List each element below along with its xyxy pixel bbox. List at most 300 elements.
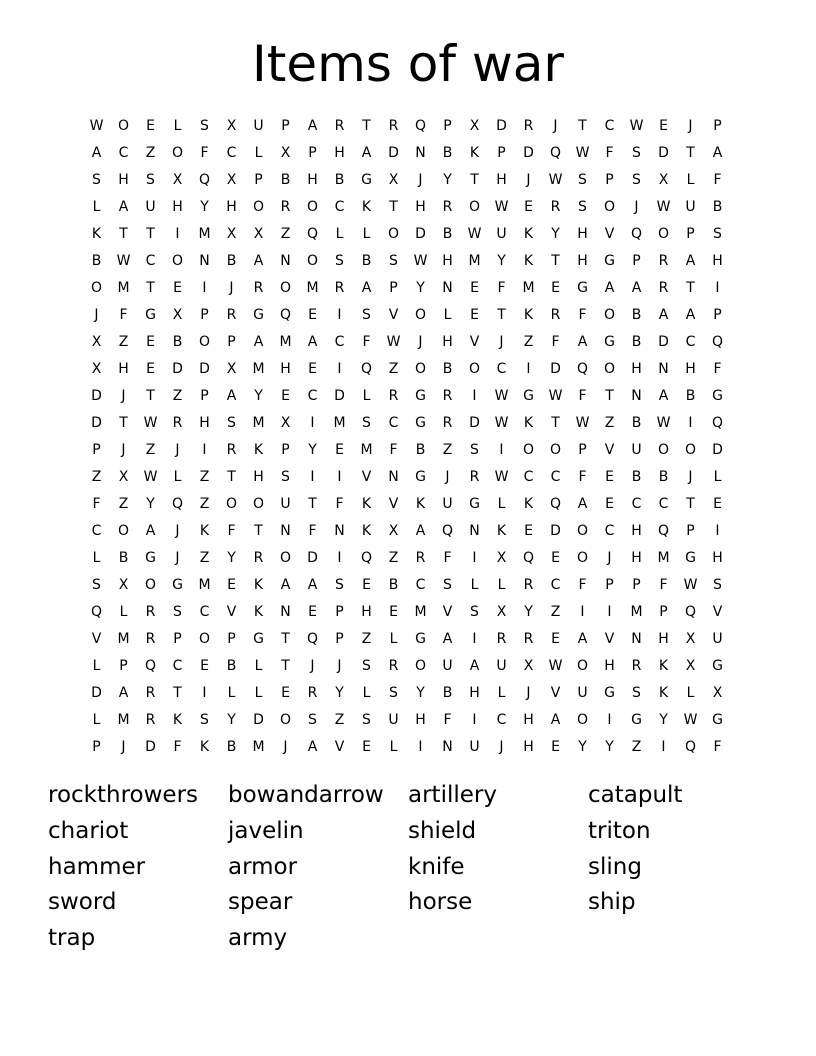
grid-letter: L: [713, 469, 722, 485]
word-list-item: spear: [228, 889, 293, 916]
grid-letter: D: [550, 523, 561, 539]
grid-letter: O: [603, 361, 616, 377]
grid-letter: R: [523, 631, 534, 647]
grid-letter: L: [92, 550, 101, 566]
grid-letter: U: [496, 226, 507, 242]
grid-letter: A: [253, 334, 264, 350]
grid-letter: E: [551, 631, 560, 647]
grid-letter: F: [578, 307, 587, 323]
grid-letter: G: [604, 334, 615, 350]
grid-row: [83, 680, 731, 707]
grid-letter: A: [442, 631, 453, 647]
grid-letter: S: [632, 172, 641, 188]
grid-letter: G: [415, 631, 426, 647]
grid-letter: W: [494, 199, 509, 215]
grid-letter: H: [442, 334, 453, 350]
grid-letter: P: [308, 145, 317, 161]
grid-letter: S: [362, 307, 371, 323]
grid-letter: X: [523, 658, 534, 674]
grid-letter: L: [497, 577, 506, 593]
grid-letter: O: [198, 334, 211, 350]
grid-letter: P: [254, 172, 263, 188]
grid-letter: B: [388, 577, 399, 593]
grid-letter: A: [280, 577, 291, 593]
grid-letter: D: [145, 739, 156, 755]
grid-letter: W: [494, 388, 509, 404]
grid-letter: J: [175, 550, 180, 566]
grid-letter: K: [91, 226, 102, 242]
grid-row: [83, 221, 731, 248]
grid-letter: P: [713, 118, 722, 134]
grid-letter: Y: [605, 739, 614, 755]
grid-letter: B: [712, 199, 723, 215]
grid-letter: K: [253, 604, 264, 620]
grid-letter: R: [442, 415, 453, 431]
grid-letter: B: [226, 253, 237, 269]
grid-letter: S: [335, 253, 344, 269]
grid-letter: O: [603, 199, 616, 215]
grid-letter: S: [362, 658, 371, 674]
grid-letter: S: [632, 685, 641, 701]
grid-letter: A: [658, 388, 669, 404]
grid-letter: O: [387, 226, 400, 242]
grid-letter: U: [280, 496, 291, 512]
grid-letter: M: [117, 280, 130, 296]
grid-letter: O: [225, 496, 238, 512]
grid-letter: T: [551, 253, 560, 269]
word-list-item: armor: [228, 853, 298, 880]
grid-letter: P: [227, 334, 236, 350]
grid-letter: R: [523, 118, 534, 134]
grid-letter: W: [548, 658, 563, 674]
grid-letter: Z: [334, 712, 345, 728]
grid-letter: S: [632, 145, 641, 161]
grid-row: [83, 383, 731, 410]
grid-letter: E: [551, 739, 560, 755]
grid-letter: P: [281, 118, 290, 134]
grid-letter: M: [360, 442, 373, 458]
grid-letter: Y: [551, 226, 560, 242]
grid-letter: O: [468, 199, 481, 215]
grid-letter: X: [496, 604, 507, 620]
grid-letter: X: [172, 307, 183, 323]
grid-letter: X: [226, 361, 237, 377]
grid-letter: D: [658, 334, 669, 350]
grid-letter: H: [415, 712, 426, 728]
grid-letter: B: [361, 253, 372, 269]
grid-letter: Z: [118, 334, 129, 350]
grid-letter: I: [661, 739, 666, 755]
grid-letter: I: [418, 739, 423, 755]
grid-letter: E: [470, 307, 479, 323]
grid-letter: J: [283, 739, 288, 755]
grid-letter: H: [658, 631, 669, 647]
grid-letter: A: [469, 658, 480, 674]
grid-letter: Q: [171, 496, 184, 512]
grid-letter: W: [143, 469, 158, 485]
grid-letter: M: [252, 739, 265, 755]
grid-letter: E: [659, 118, 668, 134]
grid-letter: V: [469, 334, 480, 350]
grid-letter: O: [279, 280, 292, 296]
grid-letter: F: [605, 145, 614, 161]
grid-letter: U: [469, 739, 480, 755]
grid-letter: L: [389, 631, 398, 647]
grid-letter: S: [200, 118, 209, 134]
grid-letter: Z: [199, 496, 210, 512]
grid-letter: Y: [659, 712, 668, 728]
grid-letter: N: [199, 253, 210, 269]
word-search-grid: [83, 113, 731, 761]
grid-letter: P: [659, 604, 668, 620]
grid-letter: J: [499, 334, 504, 350]
grid-letter: X: [226, 226, 237, 242]
grid-letter: V: [442, 604, 453, 620]
grid-letter: B: [280, 172, 291, 188]
grid-letter: U: [442, 496, 453, 512]
grid-letter: R: [334, 118, 345, 134]
grid-letter: B: [442, 145, 453, 161]
grid-letter: K: [523, 307, 534, 323]
grid-letter: R: [523, 577, 534, 593]
grid-letter: M: [117, 712, 130, 728]
grid-letter: P: [713, 307, 722, 323]
grid-letter: R: [253, 550, 264, 566]
grid-row: [83, 248, 731, 275]
grid-letter: J: [526, 685, 531, 701]
grid-row: [83, 707, 731, 734]
grid-letter: U: [442, 658, 453, 674]
grid-letter: R: [388, 118, 399, 134]
grid-letter: T: [362, 118, 371, 134]
grid-letter: T: [281, 658, 290, 674]
grid-letter: P: [632, 253, 641, 269]
grid-letter: G: [145, 307, 156, 323]
grid-row: [83, 653, 731, 680]
grid-letter: N: [631, 631, 642, 647]
grid-letter: T: [281, 631, 290, 647]
grid-letter: C: [604, 118, 615, 134]
word-list-item: hammer: [48, 853, 146, 880]
grid-letter: V: [388, 496, 399, 512]
grid-letter: Q: [711, 415, 724, 431]
grid-letter: Z: [388, 550, 399, 566]
grid-letter: K: [415, 496, 426, 512]
grid-letter: R: [442, 388, 453, 404]
grid-letter: F: [497, 280, 506, 296]
grid-letter: R: [334, 280, 345, 296]
grid-letter: Z: [631, 739, 642, 755]
grid-letter: K: [172, 712, 183, 728]
grid-letter: H: [496, 172, 507, 188]
grid-letter: C: [496, 712, 507, 728]
word-list-item: triton: [588, 817, 651, 844]
grid-letter: E: [713, 496, 722, 512]
grid-letter: F: [92, 496, 101, 512]
grid-letter: Q: [144, 658, 157, 674]
grid-letter: Z: [523, 334, 534, 350]
grid-letter: Z: [361, 631, 372, 647]
grid-letter: O: [171, 145, 184, 161]
grid-letter: A: [118, 199, 129, 215]
grid-letter: O: [144, 577, 157, 593]
grid-letter: L: [497, 685, 506, 701]
grid-letter: J: [526, 172, 531, 188]
grid-letter: P: [335, 631, 344, 647]
grid-letter: Q: [90, 604, 103, 620]
grid-letter: Y: [443, 172, 452, 188]
grid-letter: A: [91, 145, 102, 161]
grid-letter: Y: [497, 253, 506, 269]
grid-letter: M: [279, 334, 292, 350]
grid-letter: Y: [254, 388, 263, 404]
word-list-item: shield: [408, 817, 477, 844]
grid-letter: I: [715, 523, 720, 539]
grid-letter: D: [91, 685, 102, 701]
grid-letter: V: [388, 307, 399, 323]
grid-letter: A: [226, 388, 237, 404]
grid-letter: S: [173, 604, 182, 620]
grid-letter: E: [524, 523, 533, 539]
grid-letter: B: [442, 685, 453, 701]
grid-letter: D: [469, 415, 480, 431]
grid-letter: C: [91, 523, 102, 539]
grid-letter: L: [92, 199, 101, 215]
grid-letter: N: [415, 145, 426, 161]
grid-letter: V: [361, 469, 372, 485]
page-title: Items of war: [252, 35, 564, 93]
grid-letter: C: [496, 361, 507, 377]
grid-letter: A: [577, 496, 588, 512]
grid-letter: I: [310, 469, 315, 485]
grid-letter: J: [607, 550, 612, 566]
grid-letter: K: [199, 739, 210, 755]
grid-letter: F: [173, 739, 182, 755]
grid-letter: E: [524, 199, 533, 215]
grid-letter: Z: [388, 361, 399, 377]
grid-letter: C: [172, 658, 183, 674]
grid-letter: Q: [549, 145, 562, 161]
grid-letter: J: [688, 469, 693, 485]
grid-letter: K: [469, 145, 480, 161]
grid-letter: C: [226, 145, 237, 161]
grid-letter: L: [227, 685, 236, 701]
grid-letter: M: [306, 280, 319, 296]
grid-letter: H: [280, 361, 291, 377]
grid-letter: R: [658, 280, 669, 296]
grid-letter: K: [523, 253, 534, 269]
grid-row: [83, 275, 731, 302]
grid-letter: I: [472, 388, 477, 404]
grid-letter: C: [631, 496, 642, 512]
grid-letter: I: [607, 712, 612, 728]
grid-letter: X: [388, 523, 399, 539]
grid-letter: J: [175, 442, 180, 458]
grid-letter: O: [117, 118, 130, 134]
grid-letter: J: [310, 658, 315, 674]
grid-letter: S: [470, 604, 479, 620]
grid-letter: R: [172, 415, 183, 431]
grid-letter: Y: [227, 712, 236, 728]
grid-letter: H: [712, 253, 723, 269]
grid-letter: P: [119, 658, 128, 674]
grid-letter: O: [279, 712, 292, 728]
grid-letter: Q: [522, 550, 535, 566]
grid-letter: I: [337, 307, 342, 323]
grid-letter: L: [92, 712, 101, 728]
grid-letter: S: [146, 172, 155, 188]
grid-letter: E: [335, 442, 344, 458]
grid-letter: X: [712, 685, 723, 701]
grid-letter: V: [604, 442, 615, 458]
grid-letter: I: [202, 442, 207, 458]
grid-letter: C: [550, 577, 561, 593]
grid-letter: S: [578, 199, 587, 215]
grid-letter: N: [658, 361, 669, 377]
grid-letter: V: [334, 739, 345, 755]
grid-letter: H: [469, 685, 480, 701]
grid-letter: N: [334, 523, 345, 539]
grid-letter: E: [362, 577, 371, 593]
grid-letter: E: [146, 361, 155, 377]
grid-letter: G: [712, 712, 723, 728]
grid-letter: T: [119, 415, 128, 431]
grid-letter: Q: [198, 172, 211, 188]
grid-letter: G: [469, 496, 480, 512]
grid-letter: X: [280, 145, 291, 161]
grid-letter: T: [578, 118, 587, 134]
grid-letter: W: [575, 415, 590, 431]
grid-letter: Y: [146, 496, 155, 512]
word-list-item: sling: [588, 853, 642, 880]
grid-letter: F: [200, 145, 209, 161]
grid-letter: G: [253, 631, 264, 647]
grid-letter: E: [146, 118, 155, 134]
grid-letter: P: [173, 631, 182, 647]
grid-letter: V: [604, 226, 615, 242]
grid-letter: T: [470, 172, 479, 188]
grid-letter: K: [523, 415, 534, 431]
grid-letter: Q: [360, 550, 373, 566]
grid-letter: O: [279, 550, 292, 566]
grid-row: [83, 491, 731, 518]
grid-letter: R: [145, 604, 156, 620]
grid-letter: K: [658, 685, 669, 701]
grid-row: [83, 302, 731, 329]
grid-letter: U: [712, 631, 723, 647]
grid-letter: X: [685, 631, 696, 647]
grid-letter: R: [253, 280, 264, 296]
grid-letter: B: [334, 172, 345, 188]
grid-letter: J: [418, 334, 423, 350]
grid-letter: M: [522, 280, 535, 296]
grid-letter: Y: [416, 685, 425, 701]
grid-letter: H: [361, 604, 372, 620]
grid-letter: F: [119, 307, 128, 323]
grid-letter: T: [605, 388, 614, 404]
grid-letter: R: [145, 712, 156, 728]
grid-row: [83, 626, 731, 653]
grid-letter: Q: [414, 118, 427, 134]
grid-letter: N: [388, 469, 399, 485]
word-list: [48, 778, 768, 957]
grid-letter: B: [442, 226, 453, 242]
grid-letter: V: [226, 604, 237, 620]
grid-letter: D: [550, 361, 561, 377]
grid-letter: L: [335, 226, 344, 242]
grid-letter: I: [526, 361, 531, 377]
grid-letter: D: [172, 361, 183, 377]
grid-letter: O: [117, 523, 130, 539]
grid-letter: C: [145, 253, 156, 269]
grid-letter: L: [254, 658, 263, 674]
grid-letter: A: [577, 631, 588, 647]
grid-letter: G: [631, 712, 642, 728]
grid-letter: J: [688, 118, 693, 134]
grid-letter: W: [656, 415, 671, 431]
grid-letter: T: [551, 415, 560, 431]
grid-letter: E: [173, 280, 182, 296]
grid-letter: F: [659, 577, 668, 593]
grid-letter: W: [467, 226, 482, 242]
grid-letter: W: [413, 253, 428, 269]
grid-letter: X: [226, 118, 237, 134]
grid-letter: A: [658, 307, 669, 323]
grid-letter: O: [549, 442, 562, 458]
grid-letter: X: [91, 334, 102, 350]
grid-letter: A: [307, 577, 318, 593]
grid-letter: H: [172, 199, 183, 215]
grid-letter: N: [442, 739, 453, 755]
grid-letter: B: [442, 361, 453, 377]
grid-letter: W: [683, 577, 698, 593]
grid-letter: F: [443, 550, 452, 566]
grid-letter: H: [577, 226, 588, 242]
grid-letter: Z: [145, 145, 156, 161]
grid-letter: A: [145, 523, 156, 539]
grid-letter: G: [253, 307, 264, 323]
grid-letter: J: [499, 739, 504, 755]
grid-letter: F: [713, 172, 722, 188]
grid-letter: Y: [524, 604, 533, 620]
grid-letter: C: [388, 415, 399, 431]
grid-letter: O: [684, 442, 697, 458]
grid-letter: K: [523, 496, 534, 512]
grid-letter: I: [337, 469, 342, 485]
grid-letter: Z: [118, 496, 129, 512]
grid-letter: E: [605, 469, 614, 485]
grid-letter: J: [94, 307, 99, 323]
grid-letter: R: [469, 469, 480, 485]
grid-letter: A: [712, 145, 723, 161]
grid-letter: S: [92, 172, 101, 188]
grid-letter: B: [658, 469, 669, 485]
grid-letter: F: [713, 361, 722, 377]
grid-letter: O: [576, 658, 589, 674]
grid-letter: H: [118, 361, 129, 377]
grid-letter: J: [175, 523, 180, 539]
grid-letter: E: [389, 604, 398, 620]
grid-letter: N: [280, 604, 291, 620]
grid-letter: K: [253, 442, 264, 458]
grid-letter: R: [496, 631, 507, 647]
grid-letter: Q: [657, 523, 670, 539]
grid-letter: A: [550, 712, 561, 728]
grid-letter: X: [280, 415, 291, 431]
grid-letter: I: [499, 442, 504, 458]
grid-letter: L: [389, 739, 398, 755]
grid-letter: U: [253, 118, 264, 134]
